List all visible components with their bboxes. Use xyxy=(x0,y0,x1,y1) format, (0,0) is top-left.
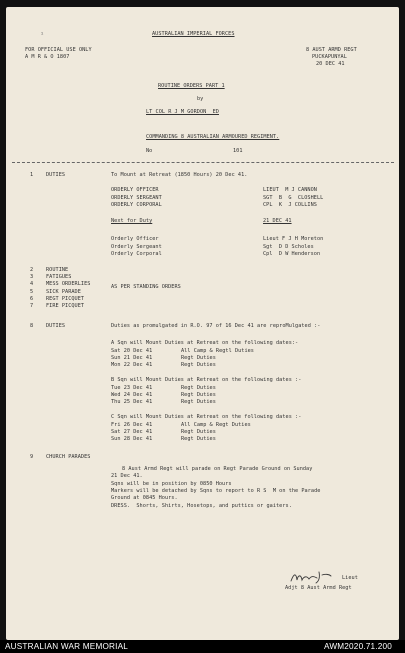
church-parade-line: Markers will be detached by Sqns to report to R S M on the Parade xyxy=(111,487,321,494)
order-number-label: No xyxy=(146,148,153,154)
squadron-duty: Regt Duties xyxy=(181,435,216,442)
section-number: 3 xyxy=(30,274,34,281)
squadron-date: Sun 21 Dec 41 xyxy=(111,354,153,361)
section-8-intro: Duties as promulgated in R.O. 97 of 16 Dec 41 are reproMulgated :- xyxy=(111,323,321,329)
right-reference-1: 8 AUST ARMD REGT xyxy=(306,47,357,53)
squadron-date: Fri 26 Dec 41 xyxy=(111,421,153,428)
squadron-heading: A Sqn will Mount Duties at Retreat on the following dates:- xyxy=(111,340,299,346)
squadron-date: Tue 23 Dec 41 xyxy=(111,384,153,391)
footer-credit: AUSTRALIAN WAR MEMORIAL xyxy=(5,642,129,651)
pin-mark: ¹ xyxy=(40,31,45,39)
document-header: AUSTRALIAN IMPERIAL FORCES xyxy=(152,31,235,37)
squadron-duty: Regt Duties xyxy=(181,428,216,435)
duty-role: ORDERLY CORPORAL xyxy=(111,202,162,208)
next-duty-role: Orderly Sergeant xyxy=(111,243,162,250)
section-9-number: 9 xyxy=(30,454,34,460)
by-line: by xyxy=(197,96,204,102)
squadron-date: Thu 25 Dec 41 xyxy=(111,398,153,405)
section-label: SICK PARADE xyxy=(46,288,81,295)
section-label: REGT PICQUET xyxy=(46,295,85,302)
duty-role: ORDERLY SERGEANT xyxy=(111,194,162,201)
church-parade-line: Ground at 0845 Hours. xyxy=(111,495,178,502)
duty-name: CPL K J COLLINS xyxy=(263,202,317,208)
commander-name: LT COL R J M GORDON ED xyxy=(146,109,219,115)
next-duty-name: Sgt D D Scholes xyxy=(263,243,314,250)
squadron-date: Mon 22 Dec 41 xyxy=(111,361,153,368)
duty-name: SGT B G CLOSHELL xyxy=(263,194,324,201)
left-reference-2: A M R & O 1807 xyxy=(25,54,70,60)
right-reference-3: 20 DEC 41 xyxy=(316,61,345,67)
next-for-duty-date: 21 DEC 41 xyxy=(263,218,292,224)
next-duty-role: Orderly Officer xyxy=(111,236,159,242)
right-reference-2: PUCKAPUNYAL xyxy=(312,54,347,60)
left-reference-1: FOR OFFICIAL USE ONLY xyxy=(25,47,92,53)
duty-role: ORDERLY OFFICER xyxy=(111,187,159,193)
squadron-duty: Regt Duties xyxy=(181,361,216,368)
divider xyxy=(12,162,394,163)
squadron-date: Wed 24 Dec 41 xyxy=(111,391,153,398)
section-number: 7 xyxy=(30,303,34,309)
church-parade-line: Sqns will be in position by 0850 Hours xyxy=(111,480,232,487)
footer-accession: AWM2020.71.200 xyxy=(324,642,393,651)
duty-name: LIEUT M J CANNON xyxy=(263,187,317,193)
section-number: 6 xyxy=(30,295,34,302)
order-number: 101 xyxy=(233,148,243,154)
squadron-duty: All Camp & Regt Duties xyxy=(181,421,251,428)
section-9-title: CHURCH PARADES xyxy=(46,454,91,460)
squadron-duty: Regt Duties xyxy=(181,384,216,391)
church-parade-line: 21 Dec 41. xyxy=(111,473,143,480)
section-number: 2 xyxy=(30,267,34,273)
next-duty-role: Orderly Corporal xyxy=(111,251,162,257)
church-parade-line: DRESS. Shorts, Shirts, Hosetops, and puttics or gaiters. xyxy=(111,502,292,509)
section-8-title: DUTIES xyxy=(46,323,66,329)
next-for-duty-heading: Next for Duty xyxy=(111,218,153,224)
section-label: ROUTINE xyxy=(46,267,69,273)
signature-title: Adjt 8 Aust Armd Regt xyxy=(285,585,352,591)
squadron-duty: Regt Duties xyxy=(181,354,216,361)
next-duty-name: Lieut F J H Moreton xyxy=(263,236,324,242)
section-number: 4 xyxy=(30,281,34,288)
section-label: MESS ORDERLIES xyxy=(46,281,91,288)
squadron-date: Sat 20 Dec 41 xyxy=(111,347,153,354)
squadron-heading: B Sqn will Mount Duties at Retreat on the following dates :- xyxy=(111,377,302,383)
section-1-title: DUTIES xyxy=(46,172,66,178)
squadron-date: Sat 27 Dec 41 xyxy=(111,428,153,435)
section-label: FATIGUES xyxy=(46,274,72,281)
section-number: 5 xyxy=(30,288,34,295)
church-parade-line: 8 Aust Armd Regt will parade on Regt Parade Ground on Sunday xyxy=(122,466,313,472)
squadron-duty: Regt Duties xyxy=(181,391,216,398)
signature-rank: Lieut xyxy=(342,575,358,581)
squadron-date: Sun 28 Dec 41 xyxy=(111,435,153,442)
squadron-duty: All Camp & Regtl Duties xyxy=(181,347,254,354)
document-page xyxy=(6,7,399,640)
squadron-duty: Regt Duties xyxy=(181,398,216,405)
footer-bar xyxy=(0,640,405,653)
standing-orders-note: AS PER STANDING ORDERS xyxy=(111,284,181,290)
section-1-number: 1 xyxy=(30,172,34,178)
section-label: FIRE PICQUET xyxy=(46,303,85,309)
signature-icon xyxy=(289,569,333,585)
squadron-heading: C Sqn will Mount Duties at Retreat on the following dates :- xyxy=(111,414,302,420)
document-title: ROUTINE ORDERS PART 1 xyxy=(158,83,225,89)
next-duty-name: Cpl D W Henderson xyxy=(263,251,321,257)
section-1-intro: To Mount at Retreat (1850 Hours) 20 Dec 41. xyxy=(111,172,248,178)
commanding-line: COMMANDING 8 AUSTRALIAN ARMOURED REGIMENT. xyxy=(146,134,280,140)
section-8-number: 8 xyxy=(30,323,34,329)
